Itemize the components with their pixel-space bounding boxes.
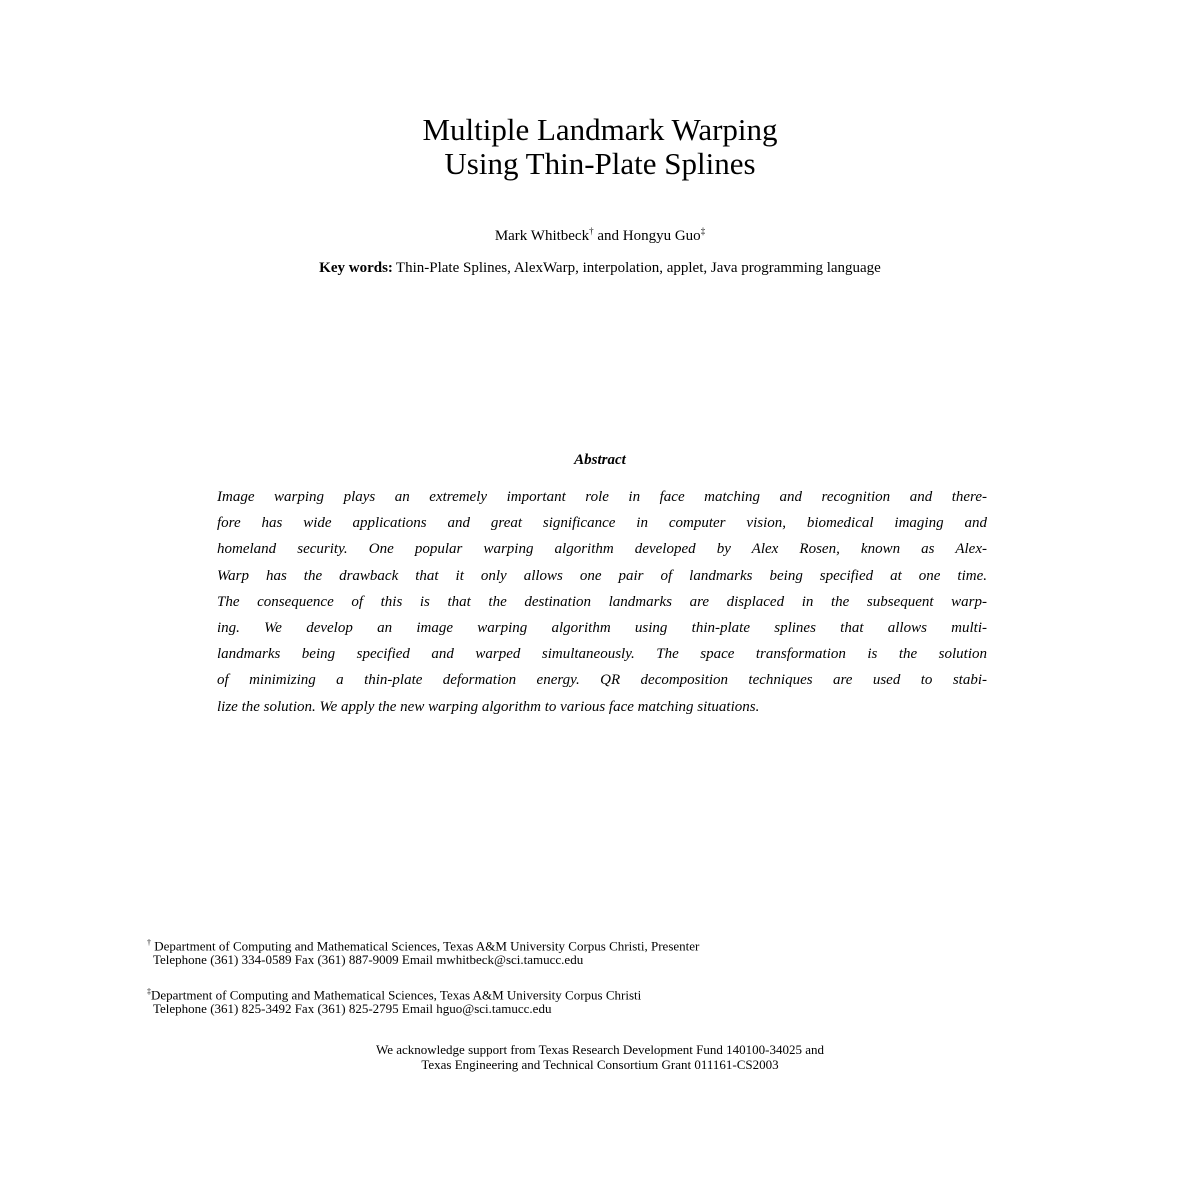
- abstract-line: ing. We develop an image warping algorithm using thin-plate splines that allows multi-: [217, 620, 987, 637]
- footnote-contact: Telephone (361) 825-3492 Fax (361) 825-2795 Email hguo@sci.tamucc.edu: [153, 1001, 552, 1017]
- acknowledgement-line-1: We acknowledge support from Texas Research Development Fund 140100-34025 and: [376, 1042, 824, 1057]
- abstract-line: The consequence of this is that the destination landmarks are displaced in the subsequent warp-: [217, 593, 987, 610]
- footnote-affiliation: Department of Computing and Mathematical Sciences, Texas A&M University Corpus Christi, Presenter: [151, 938, 700, 954]
- footnote-mark: †: [147, 938, 151, 947]
- abstract-line: lize the solution. We apply the new warping algorithm to various face matching situations.: [217, 698, 760, 715]
- paper-title: [0, 113, 1200, 181]
- abstract-line: of minimizing a thin-plate deformation energy. QR decomposition techniques are used to stabi-: [217, 672, 987, 689]
- abstract-line: Warp has the drawback that it only allows one pair of landmarks being specified at one time.: [217, 567, 987, 584]
- author-name-2: Hongyu Guo: [622, 228, 701, 244]
- abstract-body: [217, 484, 987, 720]
- keywords-label: Key words:: [319, 260, 393, 276]
- acknowledgement-line-2: Texas Engineering and Technical Consortium Grant 011161-CS2003: [421, 1057, 779, 1072]
- abstract-line: fore has wide applications and great significance in computer vision, biomedical imaging and: [217, 515, 987, 532]
- abstract-line: landmarks being specified and warped simultaneously. The space transformation is the solution: [217, 646, 987, 663]
- footnote-second-author: [147, 985, 641, 1016]
- title-line-1: Multiple Landmark Warping: [422, 112, 778, 147]
- keywords: [0, 260, 1200, 277]
- footnote-contact: Telephone (361) 334-0589 Fax (361) 887-9009 Email mwhitbeck@sci.tamucc.edu: [153, 952, 584, 968]
- abstract-heading: Abstract: [574, 452, 626, 468]
- dagger-mark: †: [589, 226, 594, 236]
- author-list: [0, 226, 1200, 245]
- abstract-line: homeland security. One popular warping algorithm developed by Alex Rosen, known as Alex-: [217, 541, 987, 558]
- title-line-2: Using Thin-Plate Splines: [444, 146, 756, 181]
- abstract-line: Image warping plays an extremely important role in face matching and recognition and there-: [217, 489, 987, 505]
- keywords-text: Thin-Plate Splines, AlexWarp, interpolation, applet, Java programming language: [395, 260, 881, 276]
- footnote-affiliation: Department of Computing and Mathematical Sciences, Texas A&M University Corpus Christi: [151, 987, 642, 1003]
- author-conjunction: and: [593, 228, 623, 244]
- acknowledgement: [0, 1042, 1200, 1072]
- author-name-1: Mark Whitbeck: [494, 228, 590, 244]
- footnote-first-author: [147, 936, 699, 967]
- footnote-mark: ‡: [147, 987, 151, 996]
- double-dagger-mark: ‡: [700, 226, 706, 236]
